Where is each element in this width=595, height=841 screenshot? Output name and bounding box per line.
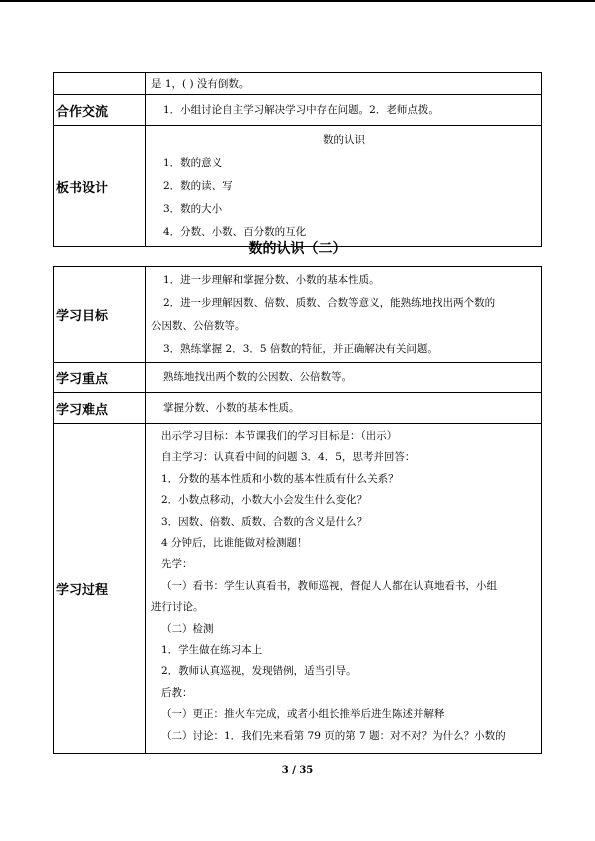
- goal-line: 2．进一步理解因数、倍数、质数、合数等意义，能熟练地找出两个数的: [163, 296, 496, 309]
- table-row: [54, 73, 542, 95]
- table-row: [54, 424, 542, 754]
- coop-label: 合作交流: [54, 95, 146, 126]
- process-line: （一）更正：推火车完成，或者小组长推举后进生陈述并解释: [161, 708, 445, 721]
- key-text: 熟练地找出两个数的公因数、公倍数等。: [146, 363, 542, 393]
- process-line: 进行讨论。: [151, 601, 204, 614]
- goal-line: 公因数、公倍数等。: [151, 319, 246, 332]
- table-row: [54, 393, 542, 424]
- goal-content: [146, 267, 542, 363]
- lesson-table-1: [53, 72, 542, 247]
- goal-label: 学习目标: [54, 267, 146, 363]
- board-item: 4．分数、小数、百分数的互化: [163, 225, 307, 238]
- page-top-rule: [0, 0, 595, 2]
- process-line: 3．因数、倍数、质数、合数的含义是什么？: [161, 515, 368, 528]
- board-item: 2．数的读、写: [163, 179, 233, 192]
- board-content: [146, 126, 542, 247]
- coop-text: 1．小组讨论自主学习解决学习中存在问题。2．老师点拨。: [146, 95, 542, 126]
- process-line: 2．教师认真巡视，发现错例，适当引导。: [161, 665, 357, 678]
- difficulty-text: 掌握分数、小数的基本性质。: [146, 393, 542, 424]
- table-row: [54, 363, 542, 393]
- board-item: 3．数的大小: [163, 202, 223, 215]
- board-item: 1．数的意义: [163, 156, 223, 169]
- lesson-table-2: [53, 266, 542, 754]
- process-line: 先学：: [161, 558, 193, 571]
- process-line: 1．学生做在练习本上: [161, 644, 263, 657]
- process-line: 出示学习目标：本节课我们的学习目标是：（出示）: [161, 430, 398, 442]
- process-label: 学习过程: [54, 424, 146, 754]
- key-label: 学习重点: [54, 363, 146, 393]
- process-line: 1．分数的基本性质和小数的基本性质有什么关系？: [161, 472, 399, 485]
- board-label: 板书设计: [54, 126, 146, 247]
- process-line: 自主学习：认真看中间的问题 3．4．5，思考并回答：: [161, 451, 416, 464]
- table-row: [54, 267, 542, 363]
- board-title: 数的认识: [323, 133, 365, 146]
- goal-line: 3．熟练掌握 2．3．5 倍数的特征，并正确解决有关问题。: [163, 342, 438, 355]
- process-line: 2．小数点移动，小数大小会发生什么变化？: [161, 494, 368, 507]
- table-row: [54, 95, 542, 126]
- difficulty-label: 学习难点: [54, 393, 146, 424]
- continuation-text: 是 1，( ) 没有倒数。: [146, 73, 542, 95]
- process-line: （二）讨论：1．我们先来看第 79 页的第 7 题：对不对？为什么？小数的: [161, 729, 506, 742]
- goal-line: 1．进一步理解和掌握分数、小数的基本性质。: [163, 273, 380, 286]
- process-content: [146, 424, 542, 754]
- process-line: 4 分钟后，比谁能做对检测题！: [161, 537, 308, 550]
- table-row: [54, 126, 542, 247]
- empty-label-cell: [54, 73, 146, 95]
- section-title: 数的认识（二）: [248, 241, 347, 257]
- process-line: （一）看书：学生认真看书，教师巡视，督促人人都在认真地看书，小组: [161, 579, 497, 592]
- page-number: 3 / 35: [281, 765, 314, 776]
- process-line: 后教：: [161, 686, 193, 699]
- process-line: （二）检测: [161, 622, 214, 635]
